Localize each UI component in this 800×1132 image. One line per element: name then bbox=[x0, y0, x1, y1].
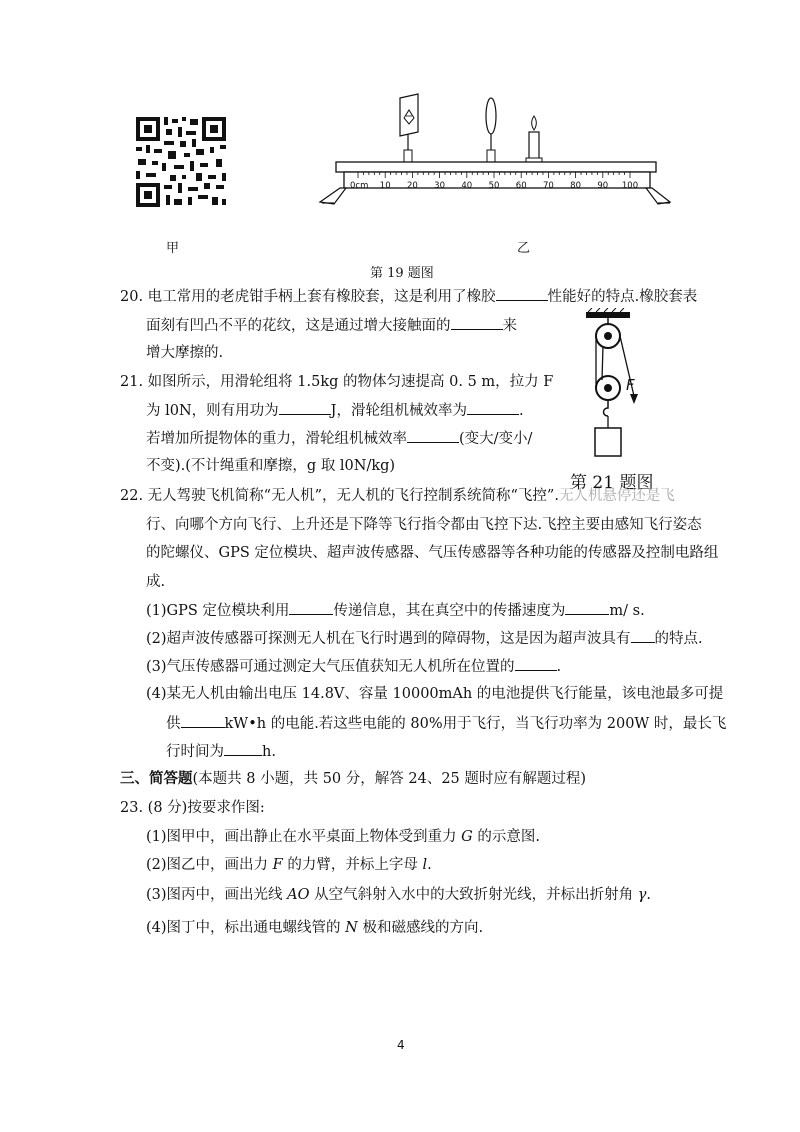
q21-line-1: 21. 如图所示，用滑轮组将 1.5kg 的物体匀速提高 0. 5 m，拉力 F bbox=[120, 374, 554, 390]
answer-blank[interactable] bbox=[224, 741, 262, 756]
answer-blank[interactable] bbox=[631, 628, 655, 643]
q23-item-2: (2)图乙中，画出力 F 的力臂，并标上字母 l. bbox=[146, 857, 432, 873]
force-label: F bbox=[626, 376, 635, 394]
q20-line-2: 面刻有凹凸不平的花纹，这是通过增大接触面的 来 bbox=[146, 315, 517, 336]
answer-blank[interactable] bbox=[407, 428, 459, 443]
ruler-unit-label: 0cm bbox=[350, 181, 369, 191]
figure-yi-label: 乙 bbox=[517, 241, 531, 256]
ruler-tick-label: 100 bbox=[621, 181, 639, 191]
q22-sub-4: (4)某无人机由输出电压 14.8V、容量 10000mAh 的电池提供飞行能量，该电池最多可提 bbox=[146, 686, 724, 702]
q22-line-1: 22. 无人驾驶飞机简称“无人机”，无人机的飞行控制系统简称“飞控”.无人机悬停还是飞 bbox=[120, 488, 675, 504]
pulley-figure bbox=[578, 308, 658, 468]
q22-sub-2: (2)超声波传感器可探测无人机在飞行时遇到的障碍物，这是因为超声波具有 的特点. bbox=[146, 628, 703, 649]
q21-line-2: 为 l0N，则有用功为 J，滑轮组机械效率为 . bbox=[146, 400, 524, 421]
q22-sub-4-line-3: 行时间为 h. bbox=[166, 741, 276, 762]
q20-line-3: 增大摩擦的. bbox=[146, 345, 224, 361]
ruler-tick-label: 40 bbox=[461, 181, 473, 191]
q23-item-3: (3)图丙中，画出光线 AO 从空气斜射入水中的大致折射光线，并标出折射角 γ. bbox=[146, 887, 652, 903]
ruler-tick-label: 30 bbox=[434, 181, 446, 191]
figure19-caption: 第 19 题图 bbox=[370, 266, 434, 281]
q21-line-3: 若增加所提物体的重力，滑轮组机械效率 (变大/变小/ bbox=[146, 428, 532, 449]
q23-title: 23. (8 分)按要求作图: bbox=[120, 800, 265, 816]
q22-line-4: 成. bbox=[146, 574, 166, 590]
ruler-tick-label: 80 bbox=[570, 181, 582, 191]
ruler-tick-label: 60 bbox=[515, 181, 527, 191]
answer-blank[interactable] bbox=[467, 400, 519, 415]
answer-blank[interactable] bbox=[451, 315, 503, 330]
ruler-tick-label: 20 bbox=[406, 181, 418, 191]
answer-blank[interactable] bbox=[279, 400, 331, 415]
figure-jia-label: 甲 bbox=[166, 241, 180, 256]
q23-item-1: (1)图甲中，画出静止在水平桌面上物体受到重力 G 的示意图. bbox=[146, 829, 540, 845]
answer-blank[interactable] bbox=[515, 656, 557, 671]
ruler-tick-label: 90 bbox=[597, 181, 609, 191]
q22-line-2: 行、向哪个方向飞行、上升还是下降等飞行指令都由飞控下达.飞控主要由感知飞行姿态 bbox=[146, 517, 702, 533]
ruler-tick-label: 10 bbox=[379, 181, 391, 191]
answer-blank[interactable] bbox=[181, 713, 225, 728]
q23-item-4: (4)图丁中，标出通电螺线管的 N 极和磁感线的方向. bbox=[146, 920, 484, 936]
page-number: 4 bbox=[397, 1038, 405, 1052]
figure21-caption: 第 21 题图 bbox=[570, 473, 654, 493]
q22-sub-4-line-2: 供 kW•h 的电能.若这些电能的 80%用于飞行，当飞行功率为 200W 时，最长飞 bbox=[166, 713, 726, 734]
section-3-heading: 三、简答题(本题共 8 小题，共 50 分，解答 24、25 题时应有解题过程) bbox=[120, 770, 587, 787]
ruler-tick-label: 50 bbox=[488, 181, 500, 191]
q20-line-1: 20. 电工常用的老虎钳手柄上套有橡胶套，这是利用了橡胶 性能好的特点.橡胶套表 bbox=[120, 286, 697, 307]
q22-sub-1: (1)GPS 定位模块利用 传递信息，其在真空中的传播速度为 m/ s. bbox=[146, 600, 645, 621]
ruler-tick-label: 70 bbox=[542, 181, 554, 191]
q22-sub-3: (3)气压传感器可通过测定大气压值获知无人机所在位置的 . bbox=[146, 656, 561, 677]
optical-bench-figure bbox=[318, 92, 672, 214]
q21-line-4: 不变).(不计绳重和摩擦，g 取 l0N/kg) bbox=[146, 458, 396, 474]
answer-blank[interactable] bbox=[565, 600, 609, 615]
qr-code-image bbox=[134, 115, 228, 209]
answer-blank[interactable] bbox=[496, 286, 548, 301]
answer-blank[interactable] bbox=[289, 600, 333, 615]
q22-line-3: 的陀螺仪、GPS 定位模块、超声波传感器、气压传感器等各种功能的传感器及控制电路组 bbox=[146, 545, 719, 561]
